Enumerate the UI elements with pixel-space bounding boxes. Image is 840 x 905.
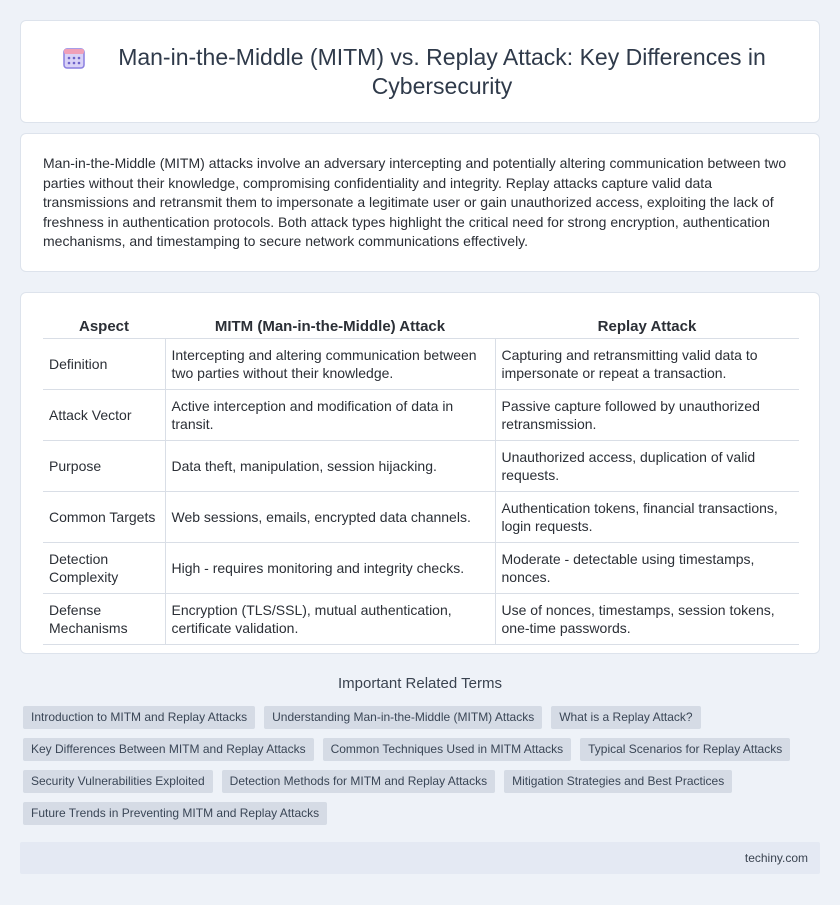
table-row [43,594,799,645]
comparison-card [20,292,820,654]
header-mitm: MITM (Man-in-the-Middle) Attack [165,313,495,339]
related-term-tag[interactable]: Introduction to MITM and Replay Attacks [23,706,255,729]
cell-mitm: High - requires monitoring and integrity checks. [165,543,495,594]
cell-mitm: Data theft, manipulation, session hijacking. [165,441,495,492]
cell-replay: Use of nonces, timestamps, session tokens, one-time passwords. [495,594,799,645]
cell-mitm: Encryption (TLS/SSL), mutual authentication, certificate validation. [165,594,495,645]
cell-aspect: Purpose [43,441,165,492]
related-term-tag[interactable]: Future Trends in Preventing MITM and Replay Attacks [23,802,327,825]
related-term-tag[interactable]: Common Techniques Used in MITM Attacks [323,738,572,761]
table-header-row [43,313,799,339]
related-terms-list [23,706,823,825]
cell-replay: Passive capture followed by unauthorized retransmission. [495,390,799,441]
table-row [43,390,799,441]
related-term-tag[interactable]: Understanding Man-in-the-Middle (MITM) Attacks [264,706,542,729]
related-term-tag[interactable]: Key Differences Between MITM and Replay Attacks [23,738,314,761]
title-card [20,20,820,123]
cell-mitm: Active interception and modification of data in transit. [165,390,495,441]
cell-aspect: Detection Complexity [43,543,165,594]
page-title: Man-in-the-Middle (MITM) vs. Replay Attack: Key Differences in Cybersecurity [118,43,766,99]
table-row [43,492,799,543]
cell-aspect: Definition [43,339,165,390]
cell-aspect: Attack Vector [43,390,165,441]
table-row [43,543,799,594]
cell-aspect: Defense Mechanisms [43,594,165,645]
cell-mitm: Intercepting and altering communication between two parties without their knowledge. [165,339,495,390]
cell-replay: Moderate - detectable using timestamps, nonces. [495,543,799,594]
related-term-tag[interactable]: Mitigation Strategies and Best Practices [504,770,732,793]
cell-replay: Capturing and retransmitting valid data to impersonate or repeat a transaction. [495,339,799,390]
table-row [43,441,799,492]
header-replay: Replay Attack [495,313,799,339]
related-term-tag[interactable]: Detection Methods for MITM and Replay Attacks [222,770,495,793]
related-terms-heading: Important Related Terms [338,675,502,692]
footer-site-link[interactable]: techiny.com [744,851,808,865]
cell-replay: Unauthorized access, duplication of valid requests. [495,441,799,492]
related-term-tag[interactable]: What is a Replay Attack? [551,706,700,729]
cell-aspect: Common Targets [43,492,165,543]
related-term-tag[interactable]: Typical Scenarios for Replay Attacks [580,738,790,761]
cell-mitm: Web sessions, emails, encrypted data channels. [165,492,495,543]
intro-paragraph: Man-in-the-Middle (MITM) attacks involve an adversary intercepting and potentially altering communication between two parties without their knowledge, compromising confidentiality and integrity. Replay attacks capture valid data transmissions and retransmit them to impersonate a legitimate user or gain unauthorized access, exploiting the lack of freshness in authentication protocols. Both attack types highlight the critical need for strong encryption, authentication mechanisms, and timestamping to secure network communications effectively. [43,155,787,250]
header-aspect: Aspect [43,313,165,339]
cell-replay: Authentication tokens, financial transactions, login requests. [495,492,799,543]
intro-card [20,133,820,272]
related-term-tag[interactable]: Security Vulnerabilities Exploited [23,770,213,793]
footer [20,842,820,874]
table-row [43,339,799,390]
comparison-table [43,313,799,645]
calendar-grid-icon [61,45,87,71]
